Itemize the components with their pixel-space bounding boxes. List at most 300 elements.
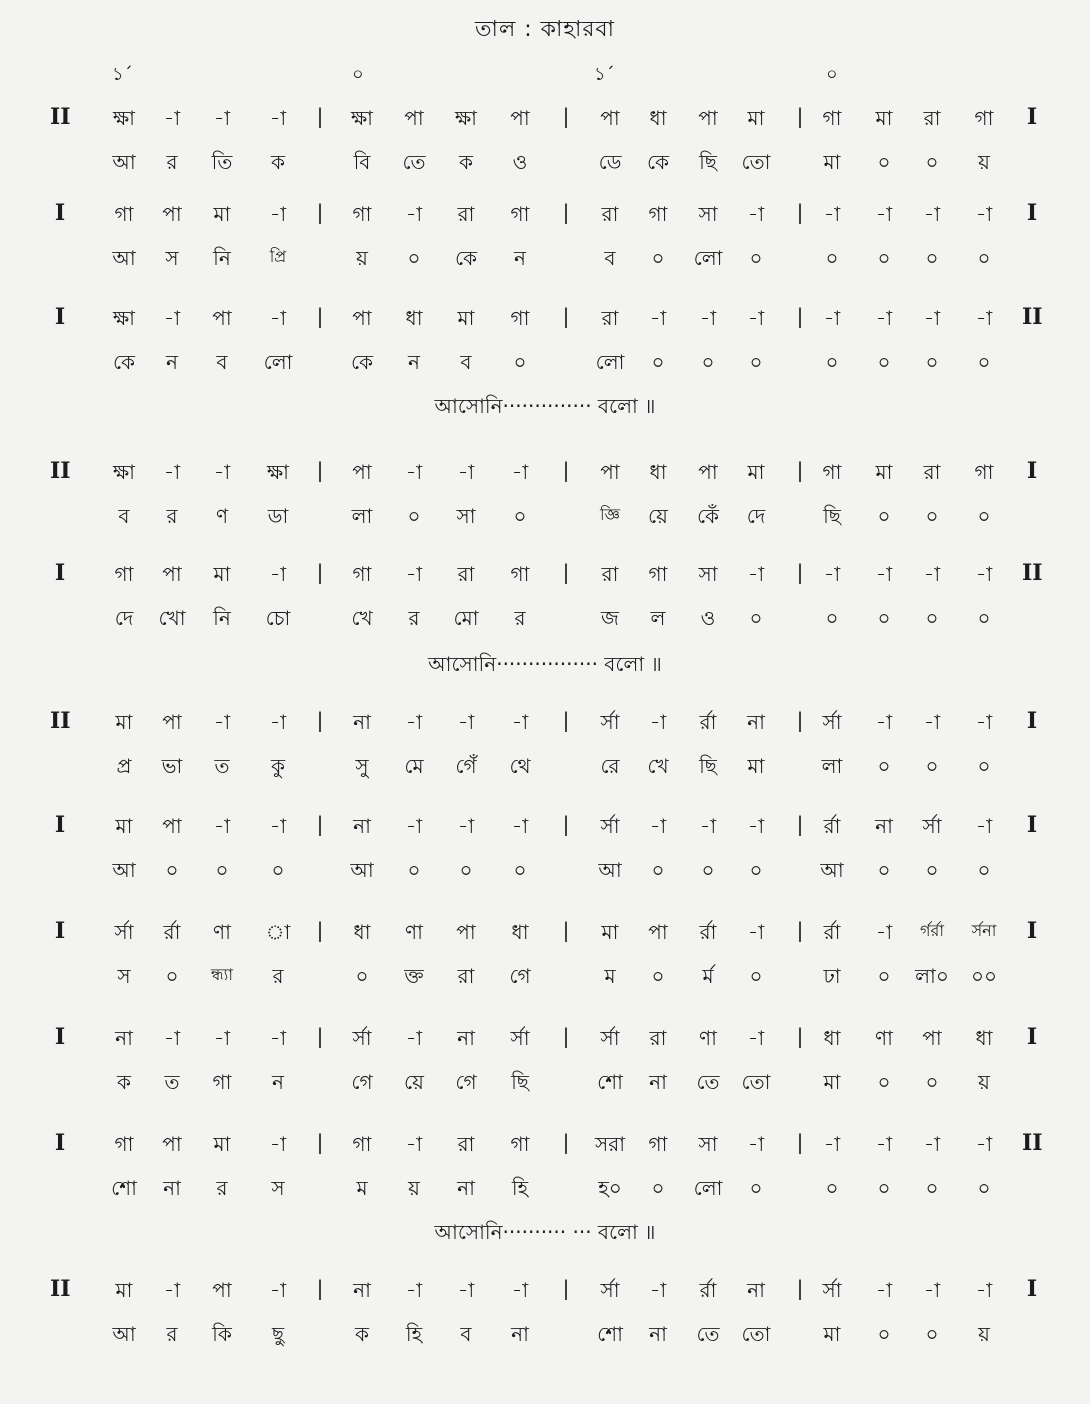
note-cell: র্সা <box>600 814 620 838</box>
beat-divider: | <box>796 560 804 584</box>
note-cell: -া <box>975 814 993 838</box>
row-close-barline: I <box>1026 812 1038 838</box>
row-open-barline: I <box>54 304 66 330</box>
lyric-syllable: য় <box>408 1176 420 1200</box>
lyric-syllable: ০ <box>165 964 179 988</box>
lyric-syllable: ০ <box>825 350 839 374</box>
note-cell: রা <box>457 562 475 586</box>
beat-divider: | <box>796 458 804 482</box>
note-cell: গা <box>352 562 372 586</box>
lyric-syllable: তে <box>402 150 426 174</box>
note-cell: মা <box>115 814 133 838</box>
lyric-syllable: তো <box>741 1322 771 1346</box>
lyric-syllable: ০ <box>877 1176 891 1200</box>
note-cell: -া <box>649 814 667 838</box>
lyric-syllable: মা <box>747 754 765 778</box>
note-cell: র্সা <box>600 1278 620 1302</box>
lyric-syllable: ০ <box>977 350 991 374</box>
lyric-syllable: র <box>166 1322 178 1346</box>
note-cell: -া <box>875 710 893 734</box>
note-cell: পা <box>352 306 372 330</box>
note-cell: ধা <box>649 460 667 484</box>
note-cell: ধা <box>649 106 667 130</box>
note-cell: -া <box>163 1026 181 1050</box>
lyrics-line <box>0 752 1090 782</box>
lyric-syllable: ০ <box>877 350 891 374</box>
lyric-syllable: নি <box>213 246 231 270</box>
note-cell: ক্ষা <box>112 460 135 484</box>
notes-line <box>0 812 1090 842</box>
lyric-syllable: ছু <box>271 1322 285 1346</box>
note-cell: মা <box>213 1132 231 1156</box>
note-cell: -া <box>923 710 941 734</box>
lyric-syllable: গে <box>351 1070 373 1094</box>
lyric-syllable: ০ <box>701 858 715 882</box>
beat-divider: | <box>316 812 324 836</box>
note-cell: -া <box>269 1026 287 1050</box>
note-cell: -া <box>875 306 893 330</box>
row-close-barline: II <box>1022 1130 1043 1156</box>
note-cell: -া <box>457 1278 475 1302</box>
note-cell: -া <box>923 562 941 586</box>
note-cell: ক্ষা <box>454 106 477 130</box>
note-cell: গা <box>510 202 530 226</box>
note-cell: -া <box>213 814 231 838</box>
lyric-syllable: ০ <box>749 350 763 374</box>
lyric-syllable: ০ <box>407 504 421 528</box>
beat-marker: ১´ <box>594 64 615 85</box>
notes-line <box>0 708 1090 738</box>
beat-divider: | <box>796 304 804 328</box>
row-close-barline: I <box>1026 104 1038 130</box>
note-cell: ণা <box>699 1026 717 1050</box>
lyric-syllable: য় <box>978 150 990 174</box>
lyric-syllable: সা <box>456 504 476 528</box>
lyric-syllable: ব <box>118 504 130 528</box>
note-cell: ক্ষা <box>350 106 373 130</box>
note-cell: পা <box>162 1132 182 1156</box>
note-cell: -া <box>923 1278 941 1302</box>
lyric-syllable: আ <box>112 150 136 174</box>
lyric-syllable: ০ <box>877 246 891 270</box>
lyric-syllable: স <box>271 1176 285 1200</box>
note-cell: -া <box>747 202 765 226</box>
row-close-barline: I <box>1026 1024 1038 1050</box>
lyric-syllable: ক <box>459 150 473 174</box>
beat-marker: ১´ <box>112 64 133 85</box>
note-cell: মা <box>747 106 765 130</box>
note-cell: -া <box>649 1278 667 1302</box>
lyric-syllable: লো <box>693 246 723 270</box>
lyric-syllable: ০ <box>877 606 891 630</box>
beat-divider: | <box>316 708 324 732</box>
note-cell: -া <box>213 106 231 130</box>
lyric-syllable: ০ <box>651 350 665 374</box>
lyric-syllable: ০ <box>651 858 665 882</box>
note-cell: র্রা <box>699 920 717 944</box>
beat-divider: | <box>562 918 570 942</box>
lyrics-line <box>0 604 1090 634</box>
notes-line <box>0 458 1090 488</box>
note-cell: -া <box>269 814 287 838</box>
note-cell: গা <box>114 202 134 226</box>
lyric-syllable: তি <box>211 150 233 174</box>
lyric-syllable: রা <box>457 964 475 988</box>
note-cell: -া <box>923 1132 941 1156</box>
note-cell: র্সা <box>600 710 620 734</box>
lyric-syllable: তে <box>696 1070 720 1094</box>
note-cell: র্সা <box>600 1026 620 1050</box>
lyric-syllable: ০ <box>215 858 229 882</box>
note-cell: -া <box>875 562 893 586</box>
lyric-syllable: খো <box>158 606 186 630</box>
lyric-syllable: হ০ <box>598 1176 622 1200</box>
lyric-syllable: আ <box>820 858 844 882</box>
lyric-syllable: মা <box>823 1070 841 1094</box>
note-cell: না <box>875 814 893 838</box>
lyric-syllable: ০ <box>925 504 939 528</box>
note-cell: ধা <box>353 920 371 944</box>
notes-line <box>0 304 1090 334</box>
lyrics-line <box>0 1068 1090 1098</box>
lyric-syllable: লো <box>595 350 625 374</box>
note-cell: র্সনা <box>971 921 997 940</box>
note-cell: -া <box>269 306 287 330</box>
note-cell: -া <box>975 710 993 734</box>
lyric-syllable: ০ <box>407 246 421 270</box>
lyric-syllable: র <box>166 504 178 528</box>
note-cell: মা <box>213 562 231 586</box>
note-cell: র্রা <box>699 1278 717 1302</box>
note-cell: মা <box>115 710 133 734</box>
notes-line <box>0 200 1090 230</box>
row-open-barline: I <box>54 1024 66 1050</box>
lyric-syllable: ০ <box>877 1070 891 1094</box>
row-close-barline: II <box>1022 560 1043 586</box>
note-cell: না <box>353 814 371 838</box>
lyric-syllable: ০ <box>925 1070 939 1094</box>
lyric-syllable: কে <box>112 350 136 374</box>
note-cell: রা <box>601 202 619 226</box>
lyric-syllable: ক <box>355 1322 369 1346</box>
lyric-syllable: দে <box>746 504 766 528</box>
notes-line <box>0 104 1090 134</box>
beat-divider: | <box>562 812 570 836</box>
note-cell: গা <box>822 106 842 130</box>
lyric-syllable: ব <box>460 350 472 374</box>
note-cell: -া <box>923 306 941 330</box>
lyric-syllable: য় <box>978 1070 990 1094</box>
lyric-syllable: ব <box>216 350 228 374</box>
refrain-line: আসোনি·············· বলো ॥ <box>434 394 656 418</box>
lyric-syllable: ত <box>164 1070 180 1094</box>
note-cell: -া <box>405 562 423 586</box>
lyric-syllable: ছি <box>699 754 717 778</box>
lyric-syllable: ০ <box>459 858 473 882</box>
lyric-syllable: ০ <box>977 858 991 882</box>
lyric-syllable: ০ <box>925 1176 939 1200</box>
note-cell: -া <box>823 1132 841 1156</box>
lyrics-line <box>0 348 1090 378</box>
note-cell: সরা <box>594 1132 625 1156</box>
lyric-syllable: ভা <box>161 754 183 778</box>
lyric-syllable: তো <box>741 1070 771 1094</box>
lyric-syllable: ত <box>214 754 230 778</box>
lyric-syllable: ০ <box>651 246 665 270</box>
lyric-syllable: শো <box>111 1176 137 1200</box>
note-cell: ধা <box>405 306 423 330</box>
note-cell: -া <box>405 202 423 226</box>
lyric-syllable: ০ <box>513 858 527 882</box>
lyric-syllable: স <box>117 964 131 988</box>
beat-divider: | <box>316 304 324 328</box>
lyrics-line <box>0 244 1090 274</box>
note-cell: পা <box>162 562 182 586</box>
beat-divider: | <box>796 1024 804 1048</box>
beat-marker: ০ <box>826 64 838 85</box>
lyric-syllable: থে <box>509 754 531 778</box>
lyric-syllable: ০ <box>977 1176 991 1200</box>
note-cell: না <box>353 1278 371 1302</box>
lyric-syllable: না <box>511 1322 529 1346</box>
note-cell: পা <box>162 710 182 734</box>
note-cell: ক্ষা <box>112 106 135 130</box>
row-open-barline: II <box>50 458 71 484</box>
lyrics-line <box>0 502 1090 532</box>
beat-divider: | <box>796 200 804 224</box>
lyric-syllable: লা <box>351 504 373 528</box>
lyric-syllable: মা <box>823 1322 841 1346</box>
lyric-syllable: কেঁ <box>696 504 720 528</box>
row-open-barline: I <box>54 812 66 838</box>
note-cell: -া <box>163 460 181 484</box>
note-cell: -া <box>975 1278 993 1302</box>
lyric-syllable: ম <box>604 964 616 988</box>
note-cell: পা <box>648 920 668 944</box>
note-cell: -া <box>875 202 893 226</box>
note-cell: গা <box>510 1132 530 1156</box>
row-open-barline: I <box>54 560 66 586</box>
lyric-syllable: গা <box>212 1070 232 1094</box>
note-cell: গা <box>974 460 994 484</box>
lyric-syllable: ন <box>514 246 526 270</box>
lyric-syllable: আ <box>112 858 136 882</box>
note-cell: -া <box>747 920 765 944</box>
row-open-barline: II <box>50 104 71 130</box>
lyric-syllable: বি <box>353 150 371 174</box>
notes-line <box>0 1276 1090 1306</box>
note-cell: -া <box>747 1132 765 1156</box>
note-cell: না <box>115 1026 133 1050</box>
note-cell: -া <box>457 814 475 838</box>
beat-divider: | <box>796 1276 804 1300</box>
note-cell: না <box>747 1278 765 1302</box>
lyric-syllable: ০ <box>977 504 991 528</box>
note-cell: -া <box>875 920 893 944</box>
note-cell: পা <box>922 1026 942 1050</box>
lyric-syllable: ডা <box>267 504 289 528</box>
lyric-syllable: না <box>649 1070 667 1094</box>
note-cell: -া <box>747 1026 765 1050</box>
note-cell: -া <box>405 710 423 734</box>
lyric-syllable: ০ <box>165 858 179 882</box>
lyric-syllable: র্ম <box>702 964 714 988</box>
lyric-syllable: গেঁ <box>455 754 477 778</box>
lyric-syllable: ০ <box>407 858 421 882</box>
note-cell: র্সা <box>510 1026 530 1050</box>
lyric-syllable: কু <box>271 754 285 778</box>
beat-divider: | <box>562 708 570 732</box>
lyric-syllable: চো <box>265 606 291 630</box>
row-close-barline: I <box>1026 918 1038 944</box>
lyric-syllable: ম <box>356 1176 368 1200</box>
note-cell: -া <box>747 562 765 586</box>
lyric-syllable: ০ <box>513 350 527 374</box>
note-cell: রা <box>457 1132 475 1156</box>
lyric-syllable: ঢা <box>823 964 841 988</box>
note-cell: পা <box>698 106 718 130</box>
note-cell: ণা <box>405 920 423 944</box>
note-cell: -া <box>923 202 941 226</box>
note-cell: পা <box>212 1278 232 1302</box>
lyrics-line <box>0 1174 1090 1204</box>
note-cell: -া <box>823 202 841 226</box>
note-cell: রা <box>923 460 941 484</box>
row-open-barline: I <box>54 200 66 226</box>
lyric-syllable: ০ <box>825 606 839 630</box>
lyric-syllable: ০ <box>651 964 665 988</box>
lyric-syllable: ০ <box>749 246 763 270</box>
beat-marker-row <box>0 60 1090 90</box>
note-cell: মা <box>457 306 475 330</box>
note-cell: -া <box>213 710 231 734</box>
beat-divider: | <box>316 1130 324 1154</box>
lyric-syllable: ক <box>117 1070 131 1094</box>
lyric-syllable: তে <box>696 1322 720 1346</box>
lyric-syllable: খে <box>351 606 373 630</box>
lyric-syllable: ক্ত <box>404 964 424 988</box>
note-cell: মা <box>115 1278 133 1302</box>
note-cell: র্সা <box>114 920 134 944</box>
note-cell: ণা <box>213 920 231 944</box>
note-cell: -া <box>405 1278 423 1302</box>
note-cell: ধা <box>511 920 529 944</box>
beat-divider: | <box>796 708 804 732</box>
lyric-syllable: ০ <box>977 754 991 778</box>
note-cell: -া <box>163 1278 181 1302</box>
note-cell: ণা <box>875 1026 893 1050</box>
note-cell: র্রা <box>823 920 841 944</box>
beat-divider: | <box>316 918 324 942</box>
notes-line <box>0 1130 1090 1160</box>
lyrics-line <box>0 148 1090 178</box>
lyric-syllable: জ্ঞি <box>600 505 620 524</box>
lyric-syllable: ০ <box>877 1322 891 1346</box>
lyric-syllable: ন <box>272 1070 284 1094</box>
note-cell: ক্ষা <box>112 306 135 330</box>
lyric-syllable: ছি <box>511 1070 529 1094</box>
note-cell: পা <box>456 920 476 944</box>
notes-line <box>0 918 1090 948</box>
note-cell: গা <box>114 1132 134 1156</box>
note-cell: -া <box>269 1278 287 1302</box>
lyric-syllable: ন <box>166 350 178 374</box>
lyric-syllable: লো <box>263 350 293 374</box>
lyric-syllable: দে <box>114 606 134 630</box>
lyric-syllable: না <box>457 1176 475 1200</box>
lyric-syllable: আ <box>598 858 622 882</box>
note-cell: -া <box>405 1132 423 1156</box>
note-cell: -া <box>511 1278 529 1302</box>
taal-title: তাল : কাহারবা <box>474 17 616 42</box>
note-cell: ক্ষা <box>266 460 289 484</box>
lyric-syllable: ল <box>650 606 666 630</box>
lyric-syllable: র <box>166 150 178 174</box>
note-cell: পা <box>600 460 620 484</box>
note-cell: সা <box>698 562 718 586</box>
lyric-syllable: ও <box>512 150 528 174</box>
lyric-syllable: ক <box>271 150 285 174</box>
note-cell: সা <box>698 202 718 226</box>
beat-divider: | <box>562 1276 570 1300</box>
lyric-syllable: আ <box>350 858 374 882</box>
lyric-syllable: না <box>649 1322 667 1346</box>
lyric-syllable: লা <box>821 754 843 778</box>
refrain-line: আসোনি················ বলো ॥ <box>428 652 662 676</box>
note-cell: -া <box>213 460 231 484</box>
note-cell: পা <box>510 106 530 130</box>
note-cell: গা <box>974 106 994 130</box>
note-cell: -া <box>649 710 667 734</box>
note-cell: পা <box>600 106 620 130</box>
lyric-syllable: শো <box>597 1070 623 1094</box>
lyric-syllable: নি <box>213 606 231 630</box>
lyric-syllable: ০ <box>925 606 939 630</box>
note-cell: -া <box>975 306 993 330</box>
note-cell: -া <box>269 710 287 734</box>
note-cell: -া <box>457 710 475 734</box>
note-cell: গা <box>648 202 668 226</box>
lyric-syllable: মো <box>453 606 479 630</box>
beat-divider: | <box>796 918 804 942</box>
note-cell: -া <box>975 1132 993 1156</box>
lyric-syllable: লো <box>693 1176 723 1200</box>
lyric-syllable: ন <box>408 350 420 374</box>
lyric-syllable: আ <box>112 1322 136 1346</box>
lyric-syllable: তো <box>741 150 771 174</box>
note-cell: -া <box>975 562 993 586</box>
note-cell: া <box>265 920 291 944</box>
lyric-syllable: ০ <box>701 350 715 374</box>
lyric-syllable: কি <box>212 1322 232 1346</box>
lyric-syllable: ০ <box>977 606 991 630</box>
note-cell: মা <box>875 106 893 130</box>
note-cell: -া <box>649 306 667 330</box>
lyric-syllable: ণ <box>215 504 229 528</box>
note-cell: মা <box>213 202 231 226</box>
lyric-syllable: ০ <box>925 246 939 270</box>
note-cell: না <box>457 1026 475 1050</box>
lyric-syllable: গে <box>509 964 531 988</box>
lyric-syllable: মে <box>404 754 424 778</box>
note-cell: পা <box>212 306 232 330</box>
beat-divider: | <box>316 458 324 482</box>
note-cell: -া <box>269 562 287 586</box>
note-cell: -া <box>405 460 423 484</box>
lyric-syllable: য় <box>978 1322 990 1346</box>
note-cell: রা <box>457 202 475 226</box>
note-cell: রা <box>649 1026 667 1050</box>
